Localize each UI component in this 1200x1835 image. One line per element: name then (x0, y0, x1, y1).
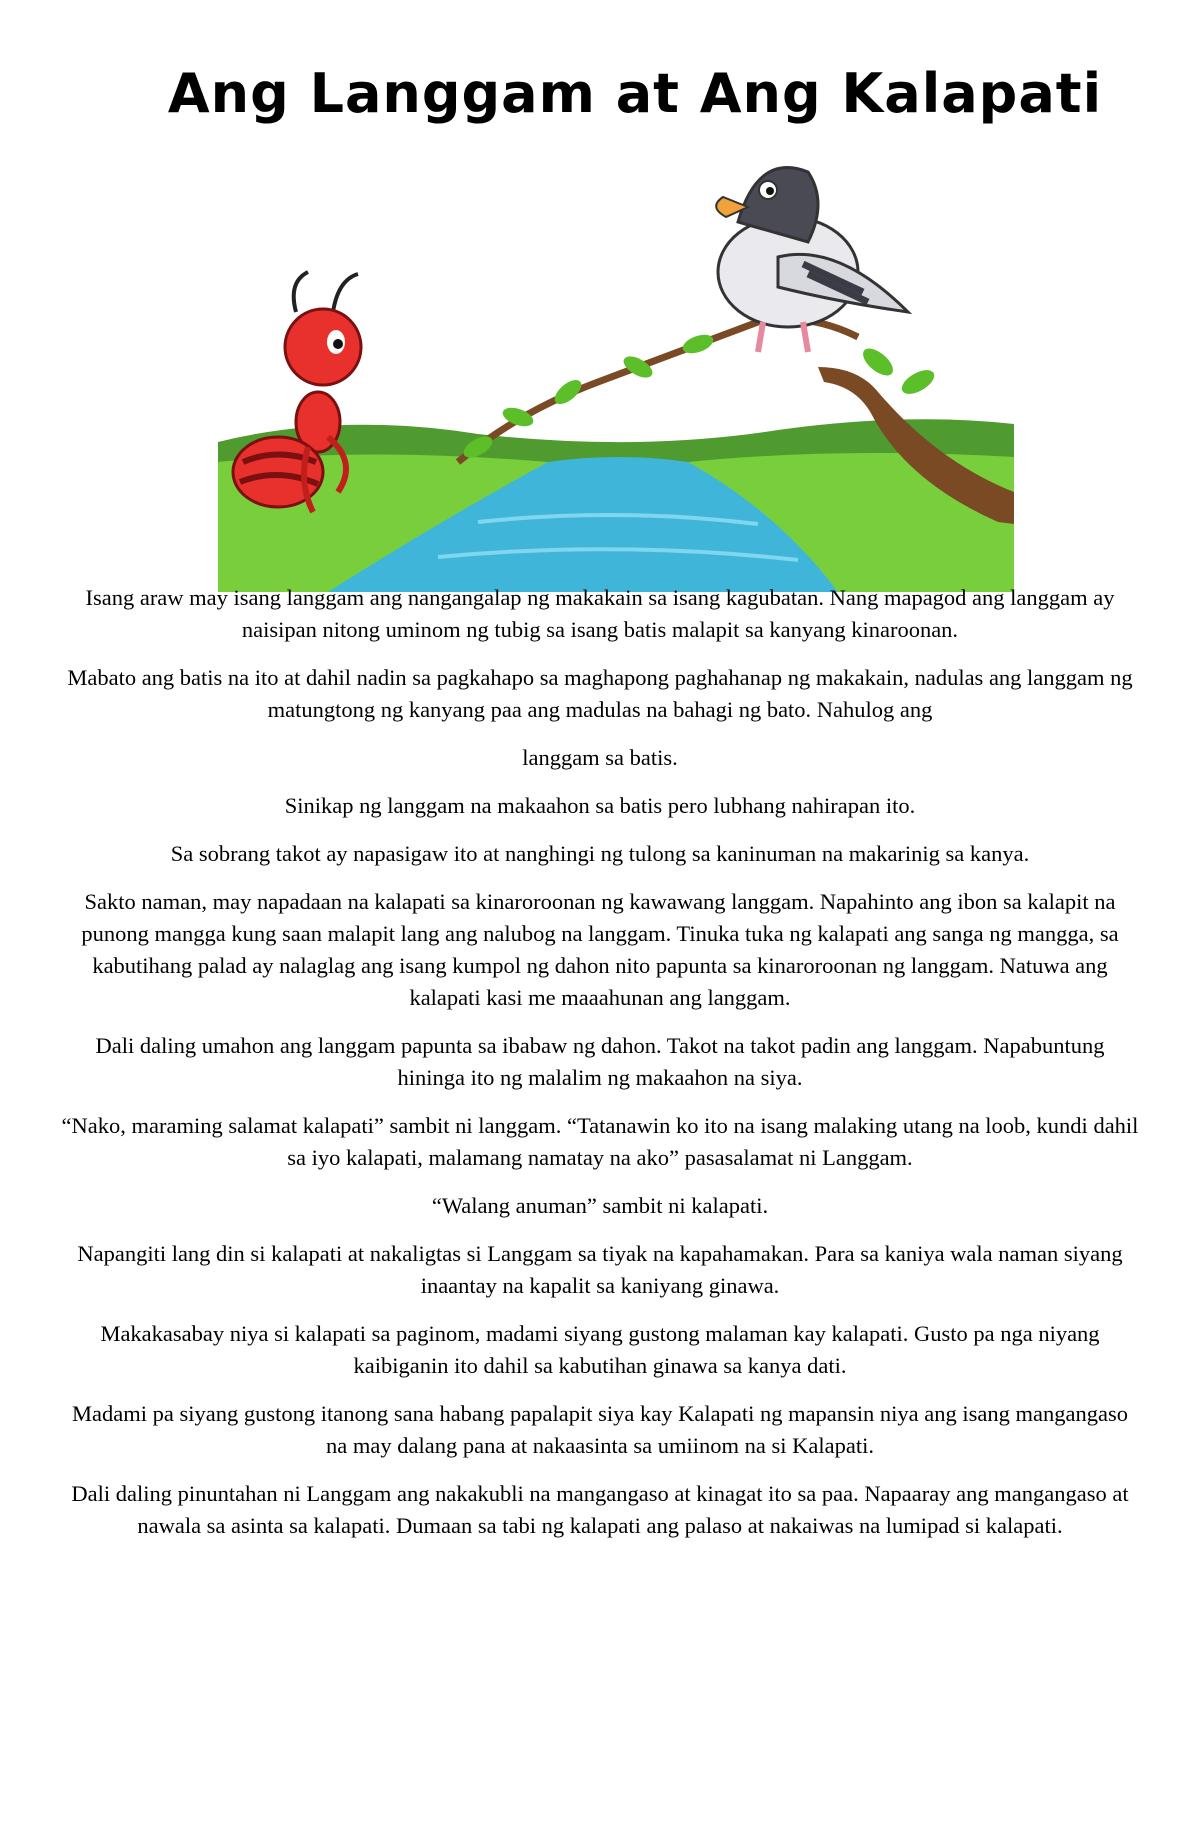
paragraph: Isang araw may isang langgam ang nangangalap ng makakain sa isang kagubatan. Nang mapagod ang langgam ay naisipan nitong uminom ng tubig sa isang batis malapit sa kanyang kinaroonan. (85, 585, 1115, 642)
story-body (60, 582, 1140, 1558)
paragraph: “Walang anuman” sambit ni kalapati. (431, 1193, 769, 1218)
paragraph: “Nako, maraming salamat kalapati” sambit ni langgam. “Tatanawin ko ito na isang malaking utang na loob, kundi dahil sa iyo kalapati, malamang namatay na ako” pasasalamat ni Langgam. (61, 1113, 1139, 1170)
paragraph: Sa sobrang takot ay napasigaw ito at nanghingi ng tulong sa kaninuman na makarinig sa kanya. (170, 841, 1030, 866)
paragraph: Dali daling umahon ang langgam papunta sa ibabaw ng dahon. Takot na takot padin ang langgam. Napabuntung hininga ito ng malalim ng makaahon na siya. (95, 1033, 1105, 1090)
paragraph: Mabato ang batis na ito at dahil nadin sa pagkahapo sa maghapong paghahanap ng makakain, nadulas ang langgam ng matungtong ng kanyang paa ang madulas na bahagi ng bato. Nahulog ang (67, 665, 1133, 722)
paragraph: Sinikap ng langgam na makaahon sa batis pero lubhang nahirapan ito. (284, 793, 916, 818)
paragraph: Makakasabay niya si kalapati sa paginom, madami siyang gustong malaman kay kalapati. Gusto pa nga niyang kaibiganin ito dahil sa kabutihan ginawa sa kanya dati. (100, 1321, 1100, 1378)
paragraph: langgam sa batis. (522, 745, 678, 770)
paragraph: Dali daling pinuntahan ni Langgam ang nakakubli na mangangaso at kinagat ito sa paa. Napaaray ang mangangaso at nawala sa asinta sa kalapati. Dumaan sa tabi ng kalapati ang palaso at nakaiwas na lumipad si kalapati. (71, 1481, 1129, 1538)
paragraph: Napangiti lang din si kalapati at nakaligtas si Langgam sa tiyak na kapahamakan. Para sa kaniya wala naman siyang inaantay na kapalit sa kaniyang ginawa. (77, 1241, 1123, 1298)
paragraph: Sakto naman, may napadaan na kalapati sa kinaroroonan ng kawawang langgam. Napahinto ang ibon sa kalapit na punong mangga kung saan malapit lang ang nalubog na langgam. Tinuka tuka ng kalapati ang sanga ng mangga, sa kabutihang palad ay nalaglag ang isang kumpol ng dahon nito papunta sa kinaroroonan ng langgam. Natuwa ang kalapati kasi me maaahunan ang langgam. (81, 889, 1119, 1010)
paragraph: Madami pa siyang gustong itanong sana habang papalapit siya kay Kalapati ng mapansin niya ang isang mangangaso na may dalang pana at nakaasinta sa umiinom na si Kalapati. (72, 1401, 1128, 1458)
story-title: Ang Langgam at Ang Kalapati (167, 62, 1103, 125)
ant-and-dove-by-river-illustration (218, 162, 1014, 592)
